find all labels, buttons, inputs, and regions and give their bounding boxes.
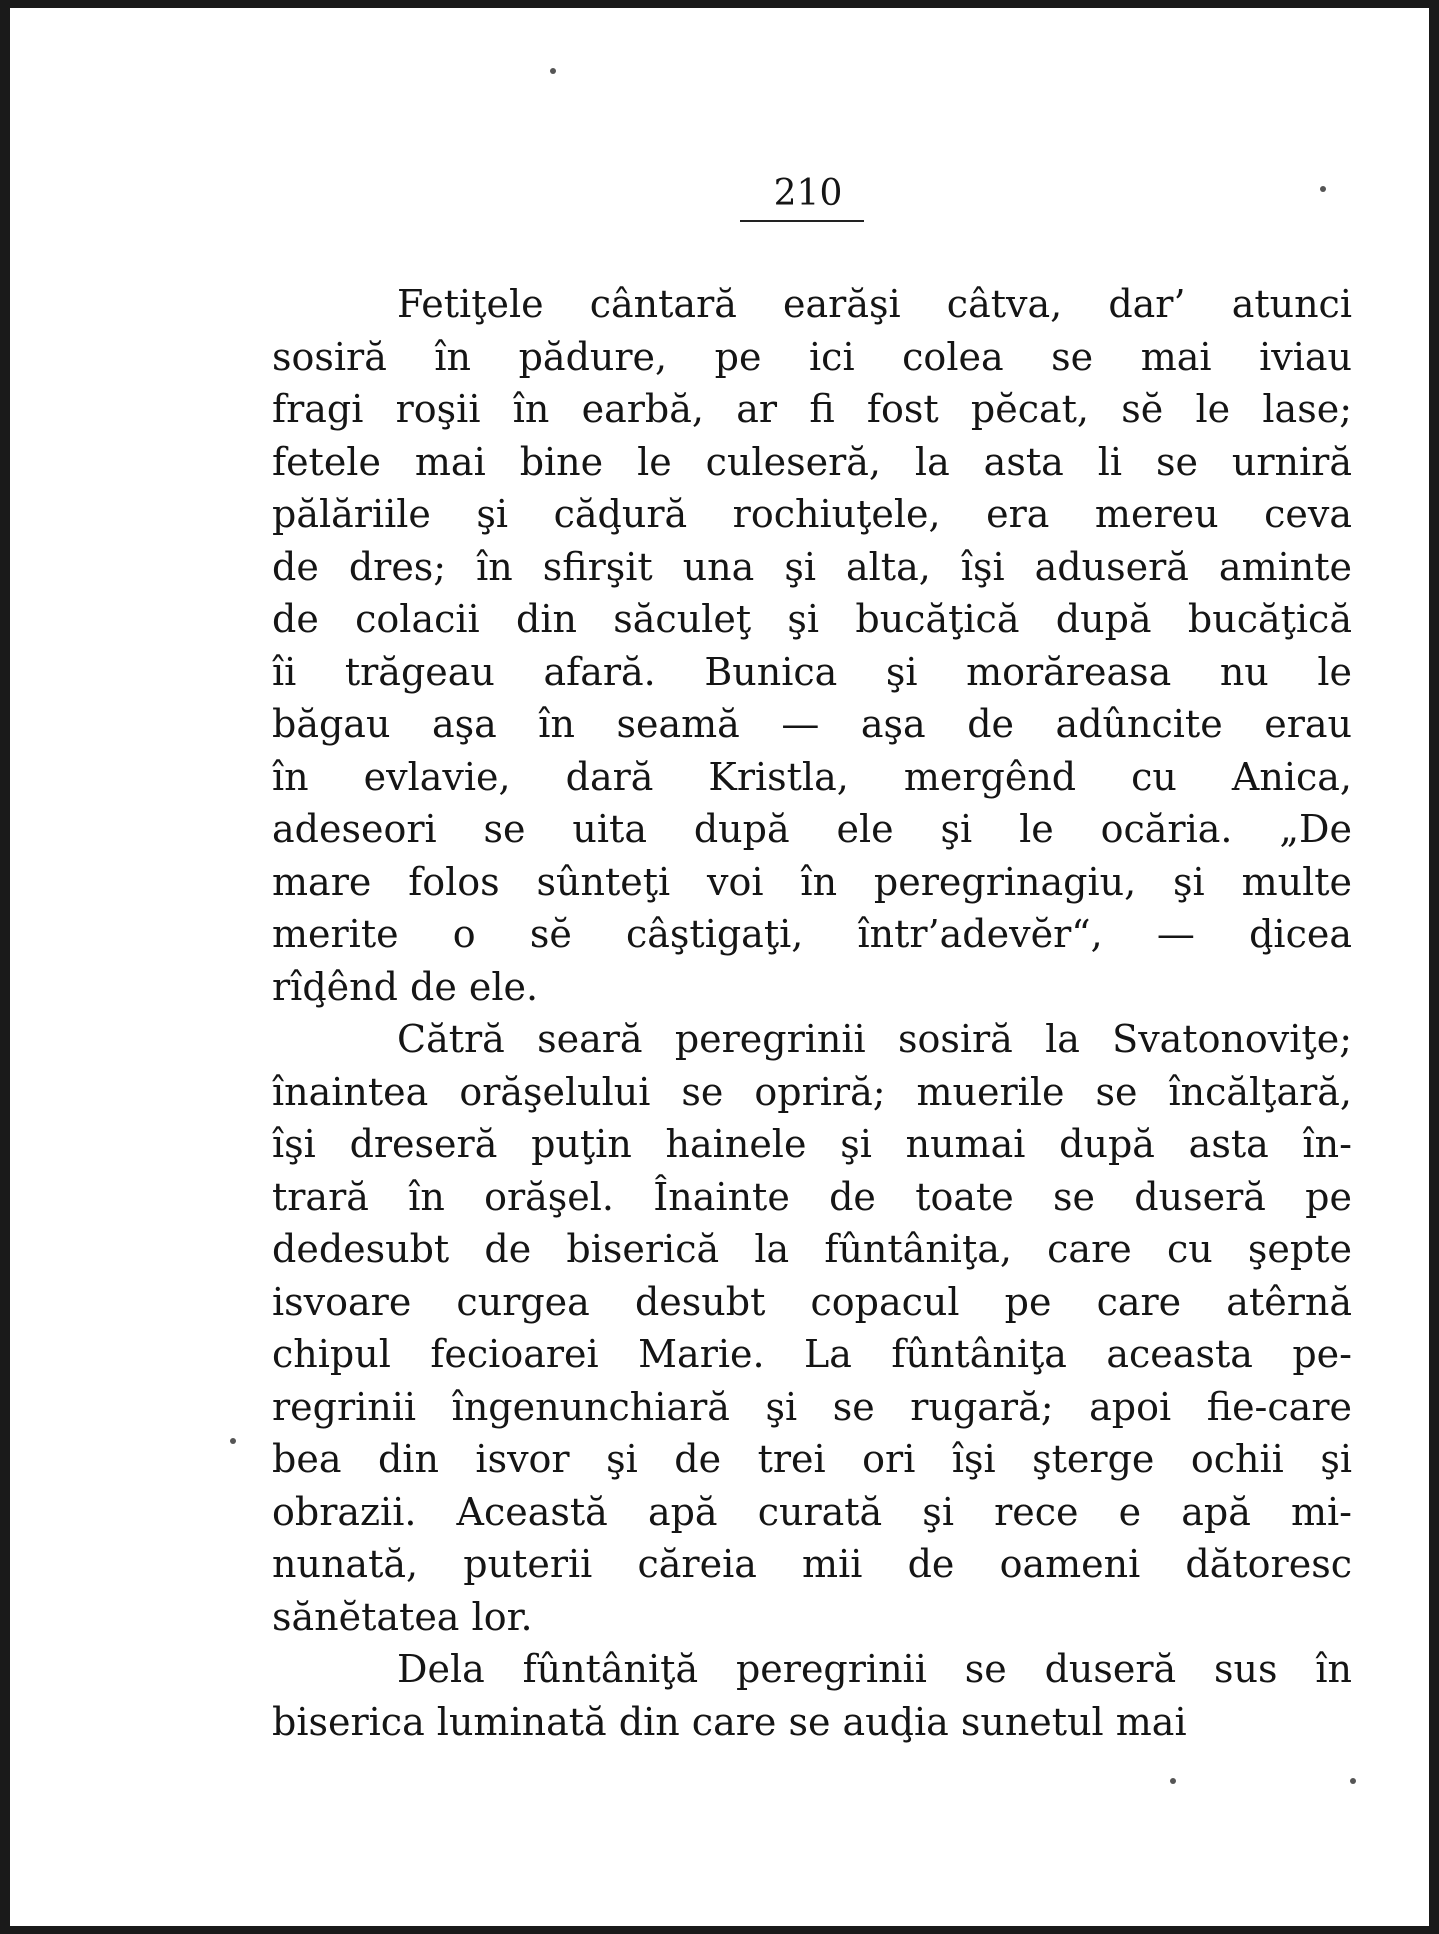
text-line: bea din isvor şi de trei ori îşi şterge ochii şi bbox=[272, 1437, 1352, 1481]
text-line: mare folos sûnteţi voi în peregrinagiu, şi multe bbox=[272, 859, 1352, 904]
text-line: obrazii. Această apă curată şi rece e apă mi- bbox=[272, 1489, 1352, 1534]
page-number-rule bbox=[740, 220, 864, 222]
body-text bbox=[272, 278, 1352, 1748]
text-line: îi trăgeau afară. Bunica şi morăreasa nu le bbox=[272, 649, 1352, 694]
text-line: pălăriile şi căḑură rochiuţele, era mereu ceva bbox=[272, 492, 1352, 536]
text-line: înaintea orăşelului se opriră; muerile se încălţară, bbox=[272, 1069, 1352, 1114]
text-line: Cătră seară peregrinii sosiră la Svatonoviţe; bbox=[397, 1017, 1352, 1061]
print-speck bbox=[230, 1438, 236, 1444]
text-line: chipul fecioarei Marie. La fûntâniţa aceasta pe- bbox=[272, 1332, 1352, 1376]
text-line: dedesubt de biserică la fûntâniţa, care cu şepte bbox=[272, 1227, 1352, 1271]
text-line: sănĕtatea lor. bbox=[272, 1594, 533, 1639]
text-line: regrinii îngenunchiară şi se rugară; apoi fie-care bbox=[272, 1384, 1352, 1429]
text-line: de colacii din săculeţ şi bucăţică după bucăţică bbox=[272, 597, 1352, 641]
text-line: fetele mai bine le culeseră, la asta li se urniră bbox=[272, 439, 1352, 484]
text-line: adeseori se uita după ele şi le ocăria. „De bbox=[272, 807, 1352, 851]
text-line: biserica luminată din care se auḑia sunetul mai bbox=[272, 1699, 1187, 1744]
text-line: Fetiţele cântară earăşi câtva, dar’ atunci bbox=[397, 282, 1352, 326]
text-line: sosiră în pădure, pe ici colea se mai iviau bbox=[272, 334, 1352, 379]
text-line: nunată, puterii căreia mii de oameni dătoresc bbox=[272, 1542, 1352, 1586]
text-line: îşi dreseră puţin hainele şi numai după asta în- bbox=[272, 1122, 1352, 1166]
text-line: băgau aşa în seamă — aşa de adûncite erau bbox=[272, 702, 1352, 746]
text-line: isvoare curgea desubt copacul pe care atêrnă bbox=[272, 1279, 1352, 1324]
text-line: fragi roşii în earbă, ar fi fost pĕcat, sĕ le lase; bbox=[272, 387, 1352, 431]
text-line: în evlavie, dară Kristla, mergênd cu Anica, bbox=[272, 754, 1352, 799]
paragraph bbox=[272, 278, 1352, 1013]
text-line: trară în orăşel. Înainte de toate se duseră pe bbox=[272, 1174, 1352, 1219]
print-speck bbox=[1320, 186, 1326, 192]
text-line: merite o sĕ câştigaţi, într’adevĕr“, — ḑicea bbox=[272, 912, 1352, 956]
paragraph bbox=[272, 1013, 1352, 1643]
print-speck bbox=[1170, 1778, 1176, 1784]
book-page bbox=[10, 8, 1429, 1926]
text-line: Dela fûntâniţă peregrinii se duseră sus în bbox=[397, 1647, 1352, 1691]
text-line: rîḑênd de ele. bbox=[272, 964, 539, 1009]
page-number: 210 bbox=[773, 173, 843, 214]
print-speck bbox=[550, 68, 556, 74]
print-speck bbox=[1350, 1778, 1356, 1784]
paragraph bbox=[272, 1643, 1352, 1748]
text-line: de dres; în sfirşit una şi alta, îşi aduseră aminte bbox=[272, 544, 1352, 589]
